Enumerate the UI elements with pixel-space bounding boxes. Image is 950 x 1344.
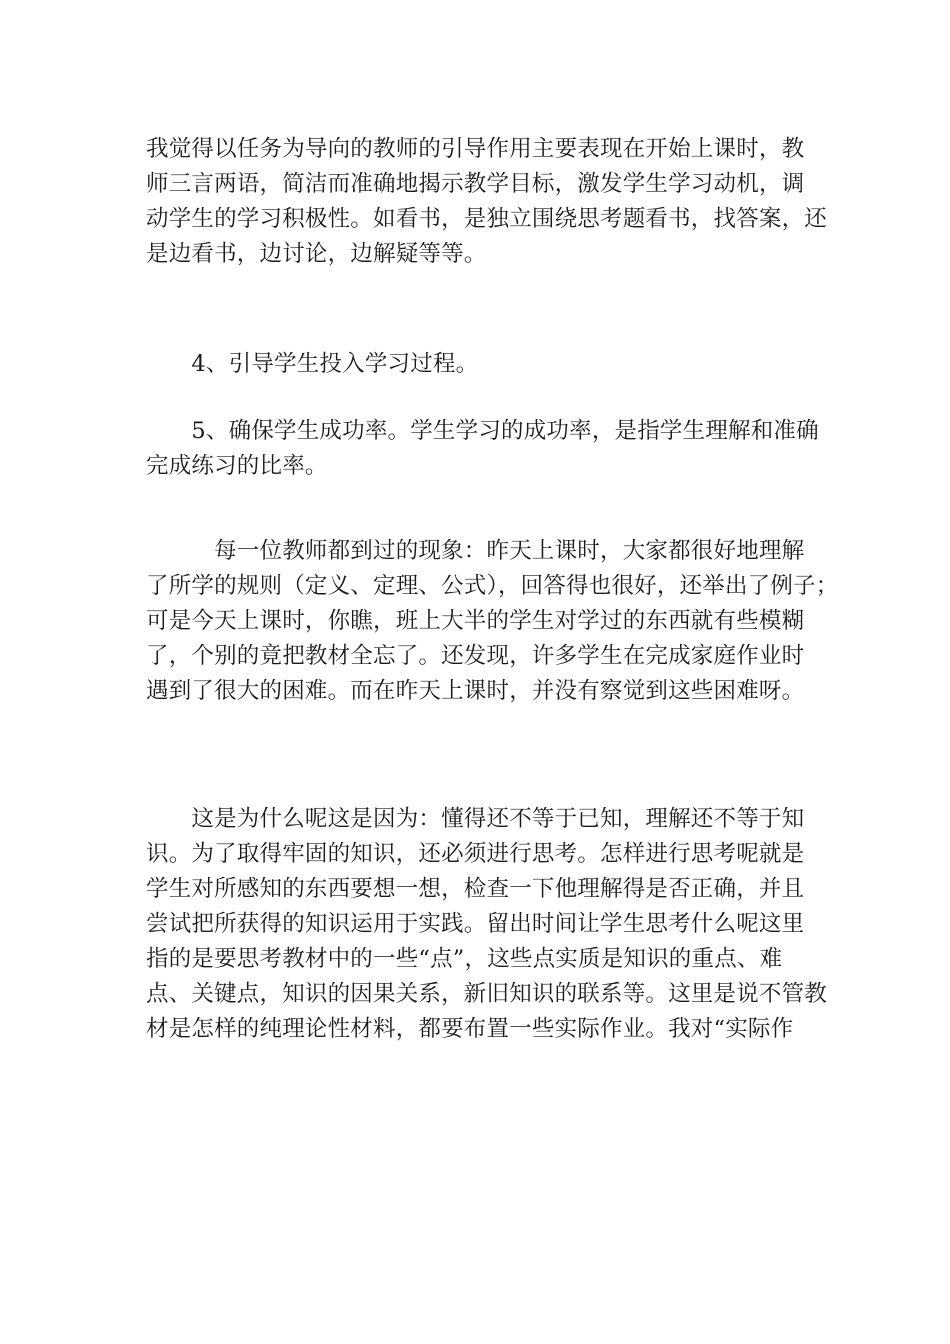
- paragraph-item-5: [146, 414, 819, 484]
- text-line: 材是怎样的纯理论性材料，都要布置一些实际作业。我对“实际作: [146, 1016, 794, 1042]
- text-line: 每一位教师都到过的现象：昨天上课时，大家都很好地理解: [146, 538, 805, 564]
- paragraph-phenomenon: [146, 534, 839, 709]
- text-line: 我觉得以任务为导向的教师的引导作用主要表现在开始上课时，教: [146, 136, 805, 162]
- text-line: 指的是要思考教材中的一些“点”，这些点实质是知识的重点、难: [146, 946, 783, 972]
- text-line: 5、确保学生成功率。学生学习的成功率，是指学生理解和准确: [146, 418, 819, 444]
- text-line: 点、关键点，知识的因果关系，新旧知识的联系等。这里是说不管教: [146, 981, 828, 1007]
- text-line: 4、引导学生投入学习过程。: [146, 351, 479, 377]
- text-line: 尝试把所获得的知识运用于实践。留出时间让学生思考什么呢这里: [146, 911, 805, 937]
- paragraph-why-thinking: [146, 802, 828, 1047]
- text-line: 学生对所感知的东西要想一想，检查一下他理解得是否正确，并且: [146, 876, 805, 902]
- text-line: 是边看书，边讨论，边解疑等等。: [146, 241, 487, 267]
- text-line: 动学生的学习积极性。如看书，是独立围绕思考题看书，找答案，还: [146, 206, 828, 232]
- text-line: 遇到了很大的困难。而在昨天上课时，并没有察觉到这些困难呀。: [146, 678, 805, 704]
- text-line: 了，个别的竟把教材全忘了。还发现，许多学生在完成家庭作业时: [146, 643, 805, 669]
- text-line: 可是今天上课时，你瞧，班上大半的学生对学过的东西就有些模糊: [146, 608, 805, 634]
- text-line: 了所学的规则（定义、定理、公式），回答得也很好，还举出了例子；: [146, 573, 839, 599]
- text-line: 识。为了取得牢固的知识，还必须进行思考。怎样进行思考呢就是: [146, 841, 805, 867]
- text-line: 师三言两语，简洁而准确地揭示教学目标，激发学生学习动机，调: [146, 171, 805, 197]
- paragraph-item-4: [146, 347, 810, 382]
- text-line: 这是为什么呢这是因为：懂得还不等于已知，理解还不等于知: [146, 806, 805, 832]
- text-line: 完成练习的比率。: [146, 453, 328, 479]
- paragraph-teacher-guidance: [146, 132, 828, 272]
